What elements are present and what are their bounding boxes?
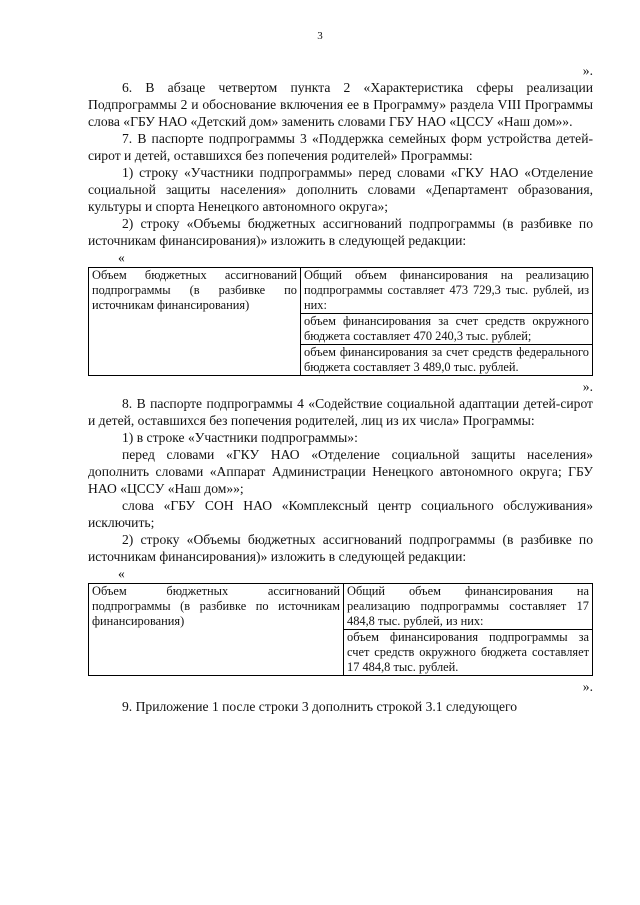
opening-quote: « [118,250,125,265]
table2-total: Общий объем финансирования на реализацию подпрограммы составляет 17 484,8 тыс. рублей, из них: [347,584,589,628]
table1-federal: объем финансирования за счет средств федерального бюджета составляет 3 489,0 тыс. рублей. [301,344,592,375]
opening-quote: « [118,566,125,581]
paragraph-8-item-1a: перед словами «ГКУ НАО «Отделение социальной защиты населения» дополнить словами «Аппарат Администрации Ненецкого автономного округа; ГБУ НАО «ЦССУ «Наш дом»»; [88,447,593,496]
budget-table-1-value [301,268,593,376]
closing-quote: ». [582,63,593,78]
closing-quote: ». [582,679,593,694]
document-body [88,62,593,715]
budget-table-1-label: Объем бюджетных ассигнований подпрограммы (в разбивке по источникам финансирования) [89,268,301,376]
paragraph-8-item-2: 2) строку «Объемы бюджетных ассигнований подпрограммы (в разбивке по источникам финансирования)» изложить в следующей редакции: [88,532,593,564]
page-number: 3 [317,30,323,42]
budget-table-2 [88,583,593,676]
table1-total: Общий объем финансирования на реализацию подпрограммы составляет 473 729,3 тыс. рублей, из них: [304,268,589,312]
paragraph-7: 7. В паспорте подпрограммы 3 «Поддержка семейных форм устройства детей-сирот и детей, оставшихся без попечения родителей» Программы: [88,131,593,163]
closing-quote: ». [582,379,593,394]
budget-table-2-value [344,584,593,676]
budget-table-2-label: Объем бюджетных ассигнований подпрограммы (в разбивке по источникам финансирования) [89,584,344,676]
budget-table-1 [88,267,593,376]
paragraph-6: 6. В абзаце четвертом пункта 2 «Характеристика сферы реализации Подпрограммы 2 и обоснование включения ее в Программу» раздела VIII Программы слова «ГБУ НАО «Детский дом» заменить словами ГБУ НАО «ЦССУ «Наш дом»». [88,80,593,129]
paragraph-7-item-1: 1) строку «Участники подпрограммы» перед словами «ГКУ НАО «Отделение социальной защиты населения» дополнить словами «Департамент образования, культуры и спорта Ненецкого автономного округа»; [88,165,593,214]
paragraph-8: 8. В паспорте подпрограммы 4 «Содействие социальной адаптации детей-сирот и детей, оставшихся без попечения родителей, лиц из их числа» Программы: [88,396,593,428]
paragraph-7-item-2: 2) строку «Объемы бюджетных ассигнований подпрограммы (в разбивке по источникам финансирования)» изложить в следующей редакции: [88,216,593,248]
paragraph-8-item-1b: слова «ГБУ СОН НАО «Комплексный центр социального обслуживания» исключить; [88,498,593,530]
paragraph-8-item-1: 1) в строке «Участники подпрограммы»: [122,430,358,445]
table2-district: объем финансирования подпрограммы за счет средств окружного бюджета составляет 17 484,8 тыс. рублей. [344,629,592,675]
paragraph-9: 9. Приложение 1 после строки 3 дополнить строкой 3.1 следующего [122,699,518,714]
table1-district: объем финансирования за счет средств окружного бюджета составляет 470 240,3 тыс. рублей; [301,313,592,344]
